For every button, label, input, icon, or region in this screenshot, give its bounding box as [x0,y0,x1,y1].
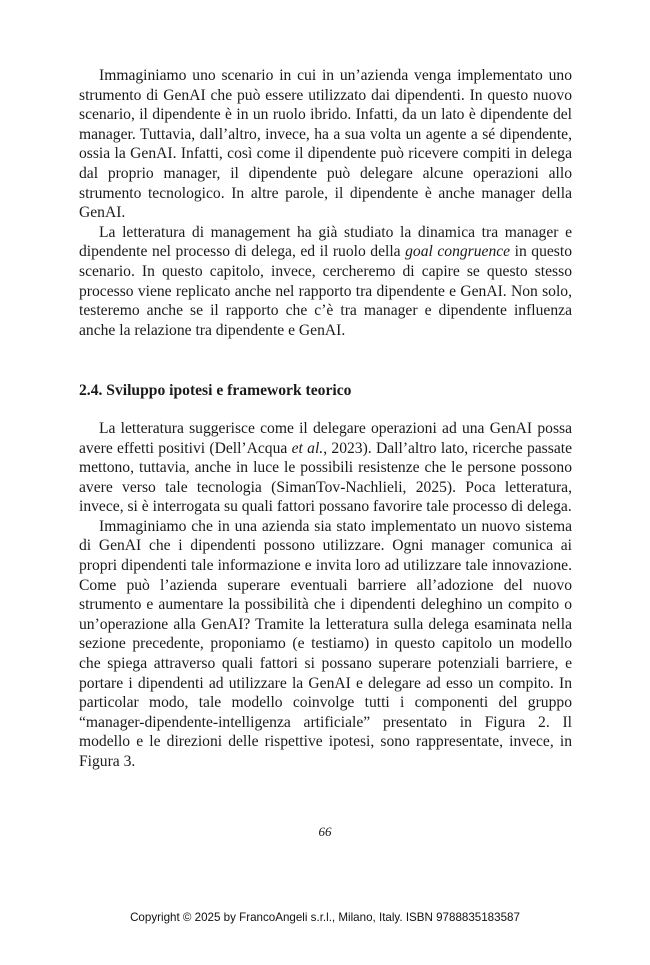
page-number: 66 [318,824,332,839]
paragraph-text: La letteratura suggerisce come il delegare operazioni ad una GenAI possa avere effetti positivi (Dell’Acqua [79,419,572,457]
paragraph-model: Immaginiamo che in una azienda sia stato implementato un nuovo sistema di GenAI che i dipendenti possono utilizzare. Ogni manager comunica ai propri dipendenti tale informazione e invita loro ad utilizzare tale innovazione. Come può l’azienda superare eventuali barriere all’adozione del nuovo strumento e aumentare la possibilità che i dipendenti deleghino un compito o un’operazione alla GenAI? Tramite la letteratura sulla delega esaminata nella sezione precedente, proponiamo (e testiamo) in questo capitolo un modello che spiega attraverso quali fattori si possano superare potenziali barriere, e portare i dipendenti ad utilizzare la GenAI e delegare ad esso un compito. In particolar modo, tale modello coinvolge tutti i componenti del gruppo “manager-dipendente-intelligenza artificiale” presentato in Figura 2. Il modello e le direzioni delle rispettive ipotesi, sono rappresentate, invece, in Figura 3. [79,517,572,770]
copyright-notice: Copyright © 2025 by FrancoAngeli s.r.l., Milano, Italy. ISBN 9788835183587 [130,911,520,924]
paragraph-literature-review [79,419,572,517]
page-body [79,66,572,772]
paragraph-text: La letteratura di management ha già studiato la dinamica tra manager e dipendente nel processo di delega, ed il ruolo della [79,223,572,261]
paragraph-scenario: Immaginiamo uno scenario in cui in un’azienda venga implementato uno strumento di GenAI che può essere utilizzato dai dipendenti. In questo nuovo scenario, il dipendente è in un ruolo ibrido. Infatti, da un lato è dipendente del manager. Tuttavia, dall’altro, invece, ha a sua volta un agente a sé dipendente, ossia la GenAI. Infatti, così come il dipendente può ricevere compiti in delega dal proprio manager, il dipendente può delegare alcune operazioni allo strumento tecnologico. In altre parole, il dipendente è anche manager della GenAI. [79,67,572,222]
section-heading: 2.4. Sviluppo ipotesi e framework teorico [79,382,352,400]
paragraph-text: , 2023). Dall’altro lato, ricerche passate mettono, tuttavia, anche in luce le possibili resistenze che le persone possono avere verso tale tecnologia (SimanTov-Nachlieli, 2025). Poca letteratura, invece, si è interrogata su quali fattori possano favorire tale processo di delega. [79,439,572,516]
paragraph-text: in questo scenario. In questo capitolo, invece, cercheremo di capire se questo stesso processo viene replicato anche nel rapporto tra dipendente e GenAI. Non solo, testeremo anche se il rapporto che c’è tra manager e dipendente influenza anche la relazione tra dipendente e GenAI. [79,243,573,339]
italic-term: et al. [291,439,324,457]
italic-term: goal congruence [405,243,511,261]
paragraph-management-literature [79,223,572,341]
